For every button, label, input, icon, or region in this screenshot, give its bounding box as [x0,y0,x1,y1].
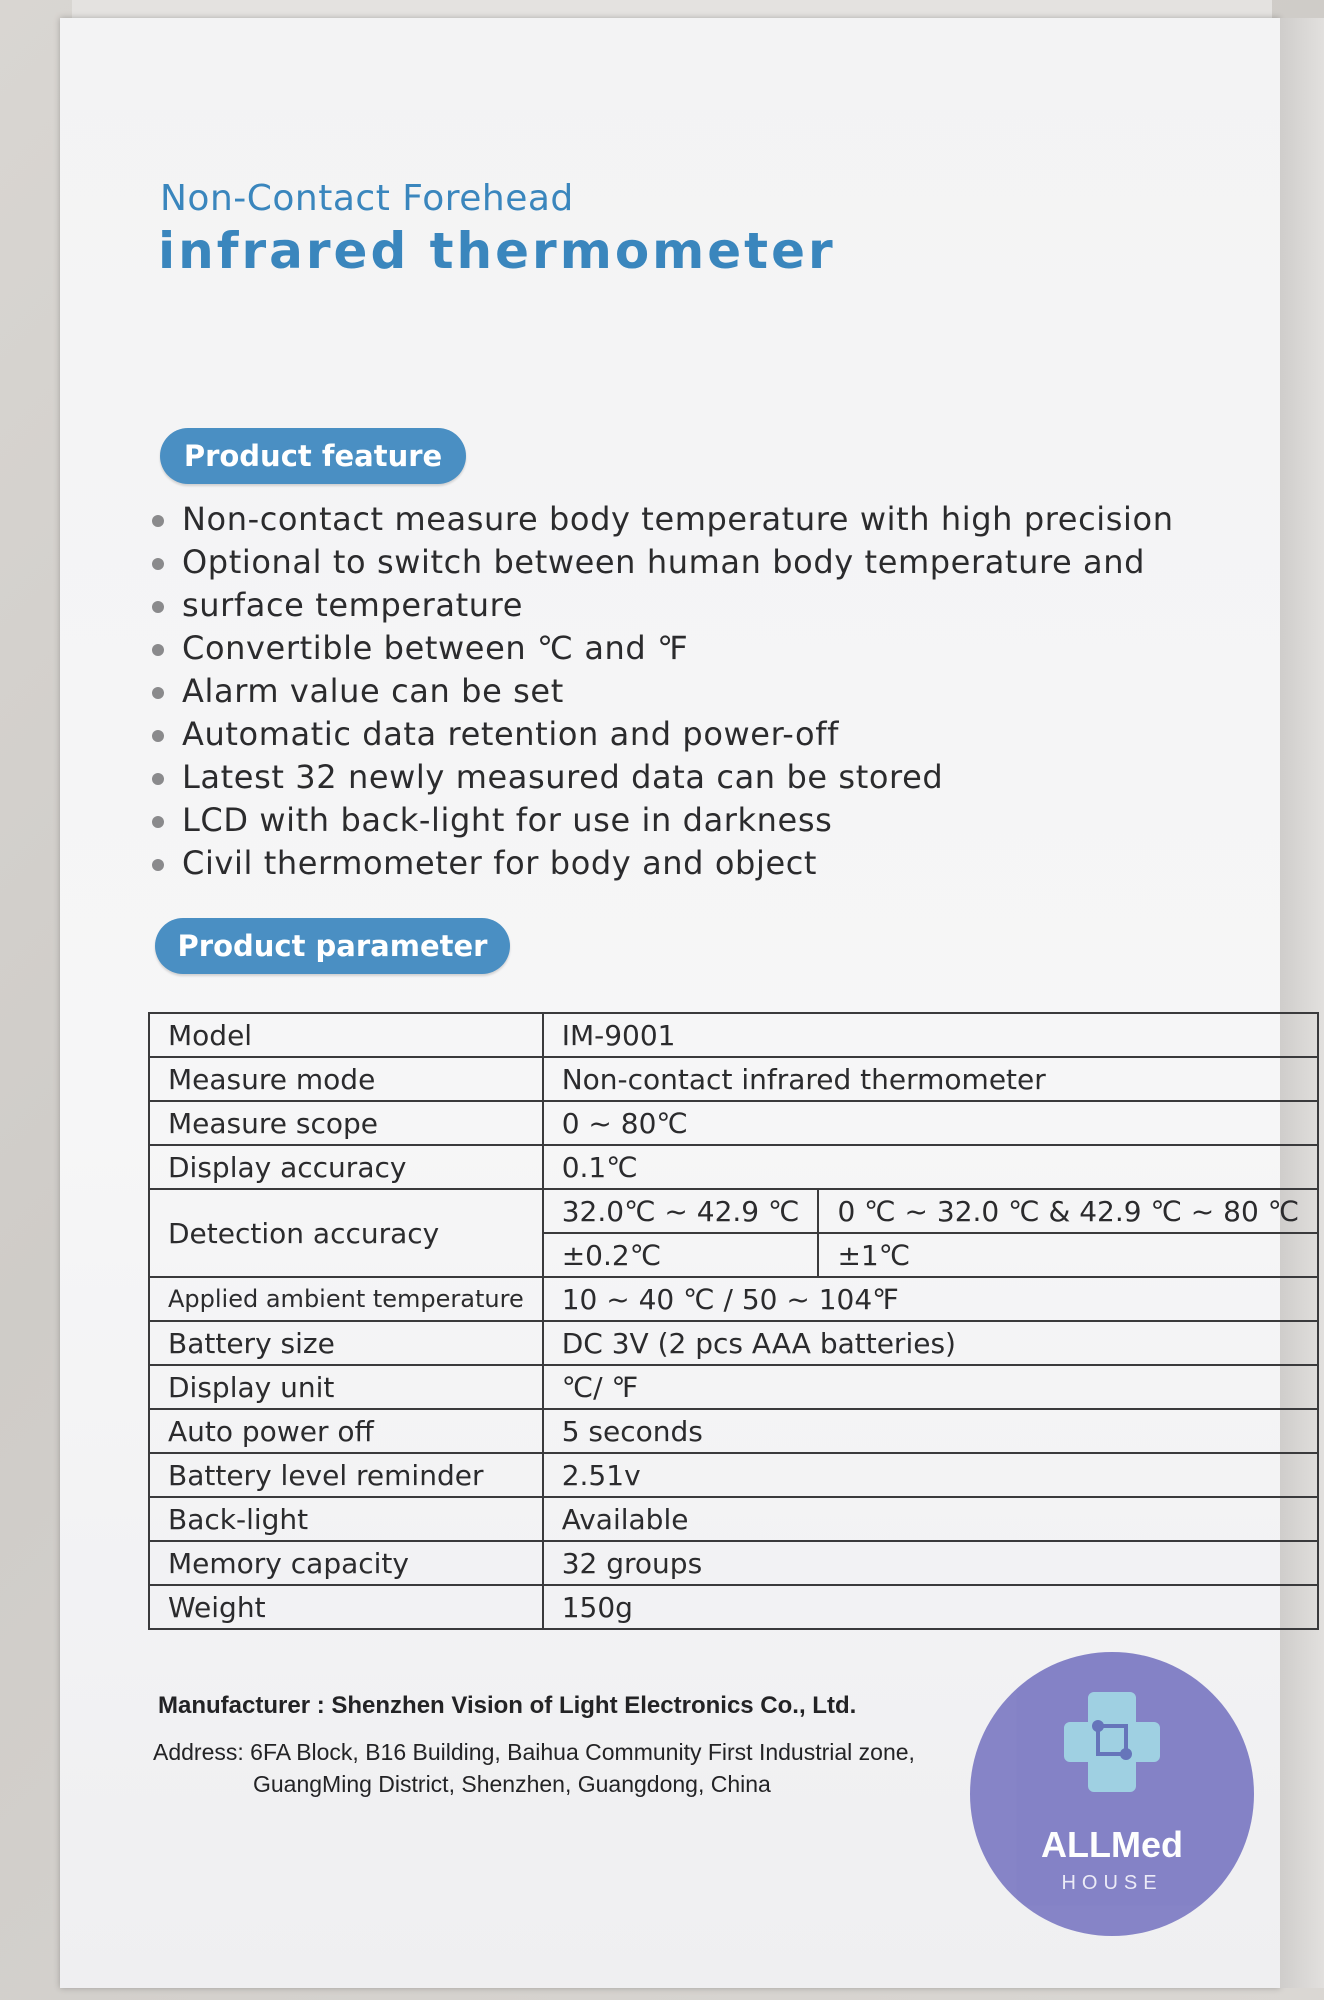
table-row [149,1365,1318,1409]
list-item: Civil thermometer for body and object [150,842,1174,885]
bullet-icon [152,687,164,699]
table-row [149,1013,1318,1057]
param-value: 32 groups [543,1541,1318,1585]
address-line-2: GuangMing District, Shenzhen, Guangdong, China [253,1771,771,1797]
table-row [149,1101,1318,1145]
bullet-icon [152,816,164,828]
list-item: Optional to switch between human body temperature and [150,541,1174,584]
parameter-table [148,1012,1319,1630]
param-label: Detection accuracy [149,1189,543,1277]
param-value: 0 ~ 80℃ [543,1101,1318,1145]
watermark-sub: HOUSE [1061,1872,1163,1894]
manufacturer-name: Shenzhen Vision of Light Electronics Co., Ltd. [331,1692,857,1719]
param-value: 2.51v [543,1453,1318,1497]
table-row [149,1057,1318,1101]
bullet-icon [152,730,164,742]
product-title: infrared thermometer [158,222,836,280]
bullet-icon [152,601,164,613]
list-item: surface temperature [150,584,1174,627]
bullet-icon [152,644,164,656]
product-subtitle: Non-Contact Forehead [160,178,574,219]
bullet-icon [152,773,164,785]
param-value: 150g [543,1585,1318,1629]
box-side-edge [1280,18,1324,1988]
product-feature-heading: Product feature [160,428,466,484]
param-value: DC 3V (2 pcs AAA batteries) [543,1321,1318,1365]
param-accuracy-b: ±1℃ [818,1233,1318,1277]
bullet-icon [152,558,164,570]
manufacturer-label: Manufacturer : [158,1692,325,1719]
param-label: Back-light [149,1497,543,1541]
param-value: IM-9001 [543,1013,1318,1057]
address-label: Address: [153,1739,244,1765]
list-item: Convertible between ℃ and ℉ [150,627,1174,670]
table-row [149,1585,1318,1629]
medical-cross-icon [1058,1686,1166,1796]
manufacturer-line [158,1692,856,1720]
param-label: Applied ambient temperature [149,1277,543,1321]
param-label: Memory capacity [149,1541,543,1585]
param-label: Battery size [149,1321,543,1365]
table-row [149,1321,1318,1365]
bullet-icon [152,859,164,871]
list-item: Latest 32 newly measured data can be stored [150,756,1174,799]
table-row [149,1189,1318,1233]
table-row [149,1541,1318,1585]
table-row [149,1453,1318,1497]
param-range-a: 32.0℃ ~ 42.9 ℃ [543,1189,819,1233]
param-value: ℃/ ℉ [543,1365,1318,1409]
list-item: Automatic data retention and power-off [150,713,1174,756]
param-value: Available [543,1497,1318,1541]
list-item: LCD with back-light for use in darkness [150,799,1174,842]
list-item: Non-contact measure body temperature with high precision [150,498,1174,541]
param-value: 0.1℃ [543,1145,1318,1189]
param-value: 5 seconds [543,1409,1318,1453]
table-row [149,1145,1318,1189]
bullet-icon [152,515,164,527]
table-row [149,1277,1318,1321]
allmed-watermark-logo [970,1652,1254,1936]
param-label: Display unit [149,1365,543,1409]
address-line-1: 6FA Block, B16 Building, Baihua Community First Industrial zone, [250,1739,915,1765]
param-value: 10 ~ 40 ℃ / 50 ~ 104℉ [543,1277,1318,1321]
table-row [149,1497,1318,1541]
table-row [149,1409,1318,1453]
param-value: Non-contact infrared thermometer [543,1057,1318,1101]
feature-list [150,498,1174,885]
param-label: Weight [149,1585,543,1629]
watermark-name: ALLMed [1041,1824,1183,1865]
param-label: Battery level reminder [149,1453,543,1497]
product-parameter-heading: Product parameter [155,918,510,974]
param-label: Auto power off [149,1409,543,1453]
param-accuracy-a: ±0.2℃ [543,1233,819,1277]
param-label: Measure mode [149,1057,543,1101]
param-label: Model [149,1013,543,1057]
list-item: Alarm value can be set [150,670,1174,713]
address-block [153,1736,915,1800]
param-label: Display accuracy [149,1145,543,1189]
param-range-b: 0 ℃ ~ 32.0 ℃ & 42.9 ℃ ~ 80 ℃ [818,1189,1318,1233]
param-label: Measure scope [149,1101,543,1145]
